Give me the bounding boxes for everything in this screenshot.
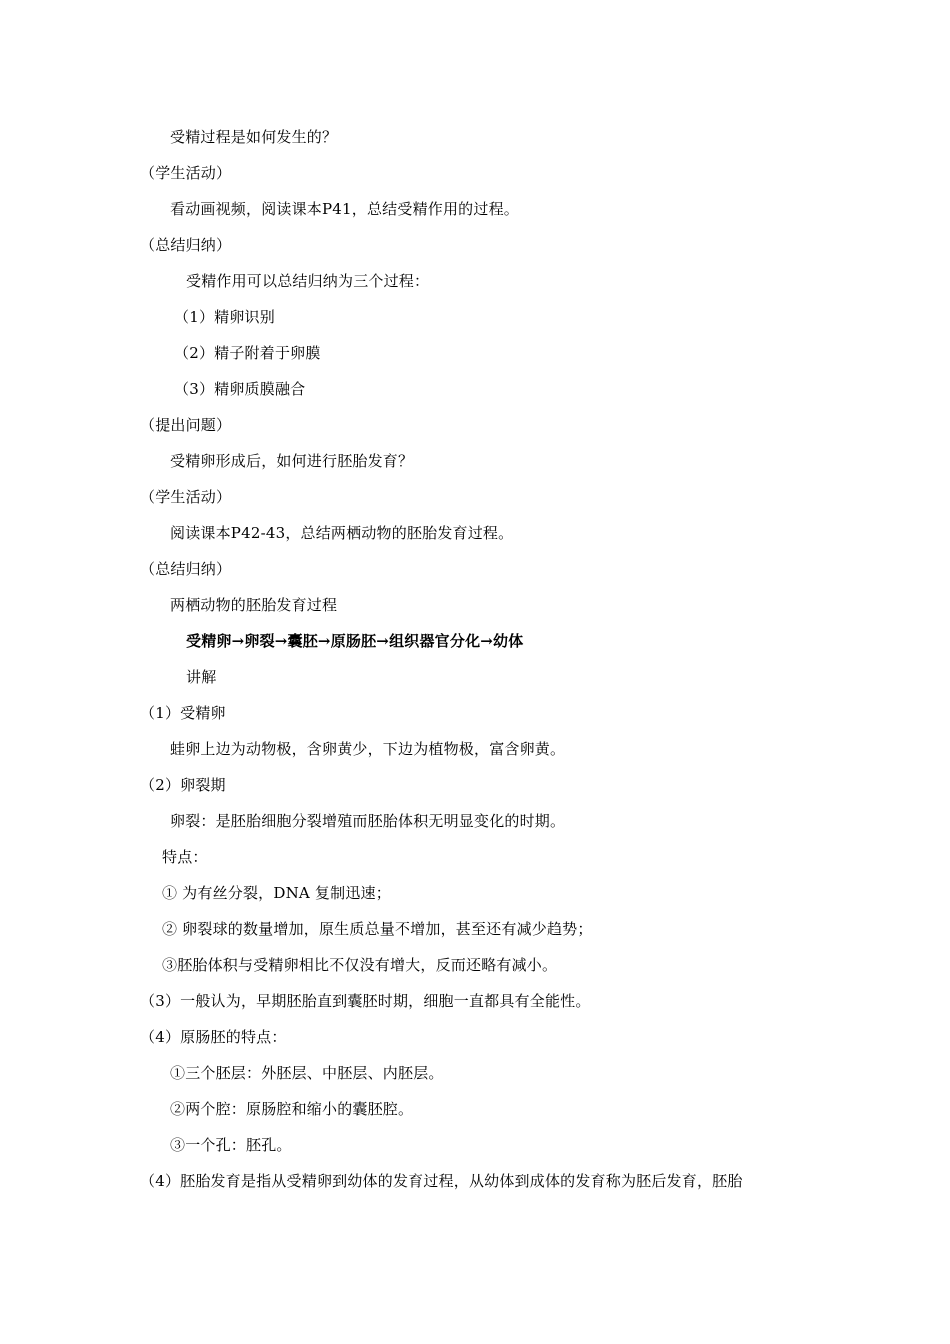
feature-item-2: ② 卵裂球的数量增加，原生质总量不增加，甚至还有减少趋势；	[162, 920, 593, 938]
explanation-label: 讲解	[186, 668, 217, 686]
summary-item-2: （2）精子附着于卵膜	[174, 344, 321, 362]
heading-cleavage: （2）卵裂期	[140, 776, 226, 794]
summary-item-1: （1）精卵识别	[174, 308, 275, 326]
gastrula-item-3: ③一个孔：胚孔。	[170, 1136, 292, 1154]
development-title: 两栖动物的胚胎发育过程	[170, 596, 338, 614]
section-label-summary-2: （总结归纳）	[140, 560, 232, 578]
features-label: 特点：	[162, 848, 208, 866]
activity-text: 看动画视频，阅读课本P41，总结受精作用的过程。	[170, 200, 519, 218]
feature-item-3: ③胚胎体积与受精卵相比不仅没有增大，反而还略有减小。	[162, 956, 558, 974]
summary-item-3: （3）精卵质膜融合	[174, 380, 306, 398]
heading-gastrula: （4）原肠胚的特点：	[140, 1028, 287, 1046]
summary-intro: 受精作用可以总结归纳为三个过程：	[186, 272, 430, 290]
point-3-totipotency: （3）一般认为，早期胚胎直到囊胚时期，细胞一直都具有全能性。	[140, 992, 591, 1010]
activity-text-2: 阅读课本P42-43，总结两栖动物的胚胎发育过程。	[170, 524, 514, 542]
heading-zygote: （1）受精卵	[140, 704, 226, 722]
cleavage-definition: 卵裂：是胚胎细胞分裂增殖而胚胎体积无明显变化的时期。	[170, 812, 566, 830]
section-label-student-activity-2: （学生活动）	[140, 488, 232, 506]
question-fertilization: 受精过程是如何发生的？	[170, 128, 338, 146]
zygote-text: 蛙卵上边为动物极，含卵黄少，下边为植物极，富含卵黄。	[170, 740, 566, 758]
development-sequence: 受精卵→卵裂→囊胚→原肠胚→组织器官分化→幼体	[186, 632, 524, 650]
gastrula-item-1: ①三个胚层：外胚层、中胚层、内胚层。	[170, 1064, 444, 1082]
question-embryo: 受精卵形成后，如何进行胚胎发育？	[170, 452, 414, 470]
section-label-question: （提出问题）	[140, 416, 232, 434]
point-4-development: （4）胚胎发育是指从受精卵到幼体的发育过程，从幼体到成体的发育称为胚后发育，胚胎	[140, 1172, 743, 1190]
section-label-summary: （总结归纳）	[140, 236, 232, 254]
feature-item-1: ① 为有丝分裂，DNA 复制迅速；	[162, 884, 391, 902]
section-label-student-activity: （学生活动）	[140, 164, 232, 182]
gastrula-item-2: ②两个腔：原肠腔和缩小的囊胚腔。	[170, 1100, 414, 1118]
